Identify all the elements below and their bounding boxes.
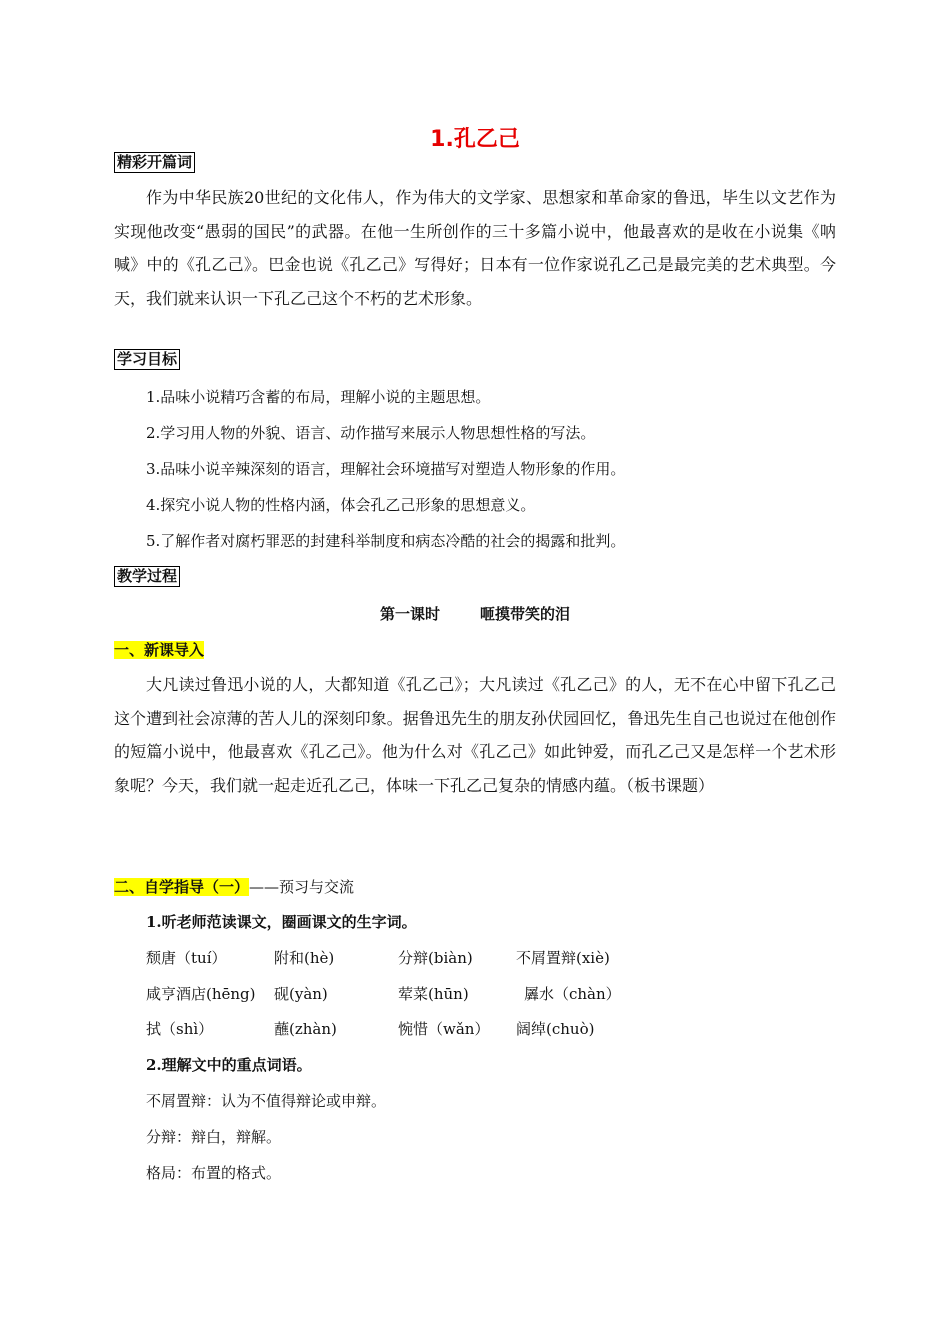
vocab-item: 拭（shì）	[146, 1020, 214, 1038]
part2-label: 二、自学指导（一）	[114, 878, 250, 896]
vocab-item: 咸亨酒店(hēng)	[146, 985, 256, 1003]
goal-item: 3.品味小说辛辣深刻的语言，理解社会环境描写对塑造人物形象的作用。	[146, 460, 626, 478]
goal-item: 4.探究小说人物的性格内涵，体会孔乙己形象的思想意义。	[146, 496, 536, 514]
term-item: 不屑置辩：认为不值得辩论或申辩。	[146, 1092, 387, 1110]
goal-item: 2.学习用人物的外貌、语言、动作描写来展示人物思想性格的写法。	[146, 424, 596, 442]
vocab-item: 阔绰(chuò)	[516, 1020, 595, 1038]
section-label-goals: 学习目标	[114, 349, 180, 370]
vocab-item: 颓唐（tuí）	[146, 949, 227, 967]
page-title: 1.孔乙己	[430, 127, 520, 152]
part1-heading	[114, 639, 204, 660]
part2-suffix: ——预习与交流	[249, 878, 355, 896]
vocab-item: 荤菜(hūn)	[398, 985, 469, 1003]
lesson-period: 第一课时	[379, 605, 440, 623]
vocab-item: 不屑置辩(xiè)	[516, 949, 610, 967]
goal-item: 5.了解作者对腐朽罪恶的封建科举制度和病态冷酷的社会的揭露和批判。	[146, 532, 626, 550]
goal-item: 1.品味小说精巧含蓄的布局，理解小说的主题思想。	[146, 388, 491, 406]
part1-label: 一、新课导入	[114, 641, 205, 659]
term-item: 格局：布置的格式。	[146, 1164, 282, 1182]
step1-instruction: 1.听老师范读课文，圈画课文的生字词。	[146, 913, 417, 931]
part1-paragraph: 大凡读过鲁迅小说的人，大都知道《孔乙己》；大凡读过《孔乙己》的人，无不在心中留下孔乙己这个遭到社会凉薄的苦人儿的深刻印象。据鲁迅先生的朋友孙伏园回忆，鲁迅先生自己也说过在他创作的短篇小说中，他最喜欢《孔乙己》。他为什么对《孔乙己》如此钟爱，而孔乙己又是怎样一个艺术形象呢？今天，我们就一起走近孔乙己，体味一下孔乙己复杂的情感内蕴。（板书课题）	[114, 675, 836, 795]
vocab-item: 分辩(biàn)	[398, 949, 473, 967]
vocab-item: 惋惜（wǎn）	[398, 1020, 490, 1038]
vocab-item: 蘸(zhàn)	[274, 1020, 337, 1038]
lesson-title	[0, 603, 950, 624]
section-label-opening: 精彩开篇词	[114, 152, 195, 173]
lesson-theme: 咂摸带笑的泪	[480, 605, 571, 623]
step2-instruction: 2.理解文中的重点词语。	[146, 1056, 312, 1074]
opening-paragraph: 作为中华民族20世纪的文化伟人，作为伟大的文学家、思想家和革命家的鲁迅，毕生以文艺作为实现他改变“愚弱的国民”的武器。在他一生所创作的三十多篇小说中，他最喜欢的是收在小说集《呐喊》中的《孔乙己》。巴金也说《孔乙己》写得好；日本有一位作家说孔乙己是最完美的艺术典型。今天，我们就来认识一下孔乙己这个不朽的艺术形象。	[114, 188, 836, 308]
vocab-item: 羼水（chàn）	[524, 985, 621, 1003]
vocab-item: 砚(yàn)	[274, 985, 328, 1003]
part2-heading	[114, 876, 354, 897]
term-item: 分辩：辩白，辩解。	[146, 1128, 282, 1146]
section-label-process: 教学过程	[114, 566, 180, 587]
vocab-item: 附和(hè)	[274, 949, 335, 967]
